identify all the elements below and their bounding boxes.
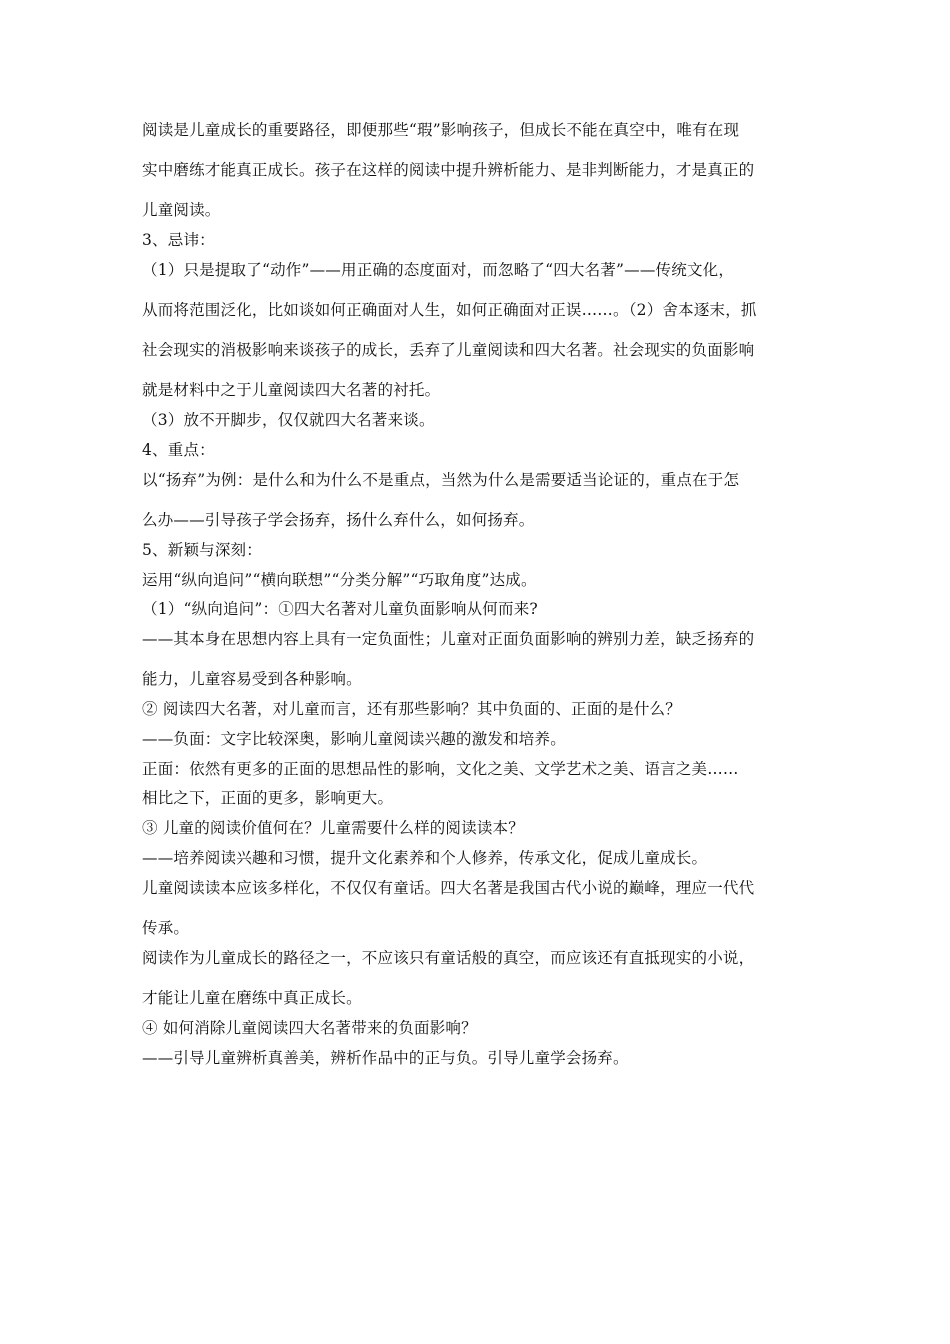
text-line: ——负面：文字比较深奥，影响儿童阅读兴趣的激发和培养。 — [142, 730, 566, 748]
text-line: ② 阅读四大名著，对儿童而言，还有那些影响？其中负面的、正面的是什么？ — [142, 700, 681, 718]
section-heading: 4、重点： — [142, 441, 215, 459]
text-line: 以“扬弃”为例：是什么和为什么不是重点，当然为什么是需要适当论证的，重点在于怎 — [142, 471, 740, 489]
text-line: 儿童阅读读本应该多样化，不仅仅有童话。四大名著是我国古代小说的巅峰，理应一代代 — [142, 879, 755, 897]
text-line: 社会现实的消极影响来谈孩子的成长，丢弃了儿童阅读和四大名著。社会现实的负面影响 — [142, 341, 755, 359]
text-line: ——其本身在思想内容上具有一定负面性；儿童对正面负面影响的辨别力差，缺乏扬弃的 — [142, 630, 755, 648]
text-line: 阅读是儿童成长的重要路径，即便那些“瑕”影响孩子，但成长不能在真空中，唯有在现 — [142, 121, 740, 139]
text-line: 运用“纵向追问”“横向联想”“分类分解”“巧取角度”达成。 — [142, 571, 537, 589]
text-line: 实中磨练才能真正成长。孩子在这样的阅读中提升辨析能力、是非判断能力，才是真正的 — [142, 161, 755, 179]
text-line: ③ 儿童的阅读价值何在？儿童需要什么样的阅读读本？ — [142, 819, 524, 837]
text-line: 从而将范围泛化，比如谈如何正确面对人生，如何正确面对正误……。（2）舍本逐末，抓 — [142, 301, 757, 319]
text-line: 就是材料中之于儿童阅读四大名著的衬托。 — [142, 381, 441, 399]
text-line: 儿童阅读。 — [142, 201, 221, 219]
text-line: 传承。 — [142, 919, 190, 937]
text-line: （1）只是提取了“动作”——用正确的态度面对，而忽略了“四大名著”——传统文化， — [142, 261, 735, 279]
text-line: 阅读作为儿童成长的路径之一，不应该只有童话般的真空，而应该还有直抵现实的小说， — [142, 949, 755, 967]
text-line: 相比之下，正面的更多，影响更大。 — [142, 789, 394, 807]
text-line: （3）放不开脚步，仅仅就四大名著来谈。 — [142, 411, 435, 429]
text-line: 才能让儿童在磨练中真正成长。 — [142, 989, 362, 1007]
text-line: 么办——引导孩子学会扬弃，扬什么弃什么，如何扬弃。 — [142, 511, 535, 529]
section-heading: 5、新颖与深刻： — [142, 541, 262, 559]
section-heading: 3、忌讳： — [142, 231, 215, 249]
document-body — [142, 118, 814, 1076]
text-line: ④ 如何消除儿童阅读四大名著带来的负面影响？ — [142, 1019, 477, 1037]
text-line: ——引导儿童辨析真善美，辨析作品中的正与负。引导儿童学会扬弃。 — [142, 1049, 629, 1067]
text-line: 能力，儿童容易受到各种影响。 — [142, 670, 362, 688]
text-line: 正面：依然有更多的正面的思想品性的影响，文化之美、文学艺术之美、语言之美…… — [142, 760, 739, 778]
text-line: （1）“纵向追问”：①四大名著对儿童负面影响从何而来? — [142, 600, 538, 618]
text-line: ——培养阅读兴趣和习惯，提升文化素养和个人修养，传承文化，促成儿童成长。 — [142, 849, 708, 867]
